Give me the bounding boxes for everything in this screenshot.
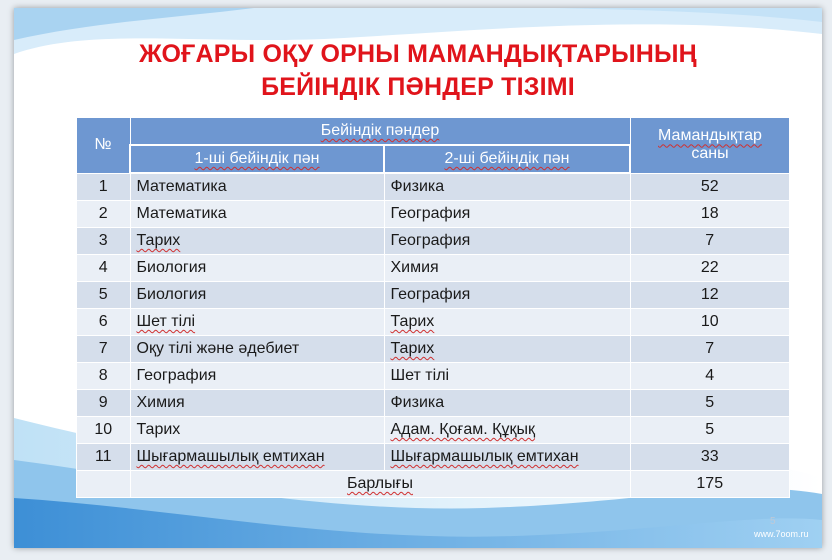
row-subject-1-text: Шет тілі (136, 313, 196, 330)
row-subject-2: Физика (384, 390, 630, 417)
row-subject-2 (384, 309, 630, 336)
row-subject-1: Биология (130, 255, 384, 282)
header-row-1 (77, 118, 790, 146)
slide-title (14, 38, 822, 104)
row-count: 5 (630, 417, 790, 444)
subjects-table (76, 117, 790, 498)
slide (14, 8, 822, 548)
row-subject-2: География (384, 201, 630, 228)
row-subject-1 (130, 309, 384, 336)
total-label: Барлығы (347, 475, 413, 492)
row-count: 52 (630, 173, 790, 201)
row-num: 7 (77, 336, 131, 363)
row-subject-1: Тарих (130, 417, 384, 444)
table-row (77, 390, 790, 417)
row-subject-2 (384, 336, 630, 363)
table-row (77, 228, 790, 255)
row-count: 4 (630, 363, 790, 390)
header-subject-2 (384, 145, 630, 173)
table-row (77, 201, 790, 228)
table-row (77, 282, 790, 309)
row-subject-2-text: Шығармашылық емтихан (390, 448, 579, 465)
table-row (77, 255, 790, 282)
table-row (77, 363, 790, 390)
row-num: 11 (77, 444, 131, 471)
row-subject-1: Оқу тілі және әдебиет (130, 336, 384, 363)
row-count: 18 (630, 201, 790, 228)
row-subject-1 (130, 228, 384, 255)
row-subject-1-text: Шығармашылық емтихан (136, 448, 325, 465)
row-count: 10 (630, 309, 790, 336)
header-subject-1 (130, 145, 384, 173)
total-label-cell (130, 471, 630, 498)
row-count: 7 (630, 228, 790, 255)
header-subjects-label: Бейіндік пәндер (320, 122, 440, 139)
row-num: 9 (77, 390, 131, 417)
table-row (77, 173, 790, 201)
header-count (630, 118, 790, 174)
total-row (77, 471, 790, 498)
table-row (77, 444, 790, 471)
row-subject-1: Химия (130, 390, 384, 417)
title-line-2: БЕЙІНДІК ПӘНДЕР ТІЗІМІ (261, 73, 575, 101)
page-number: 5 (770, 516, 776, 527)
row-num: 8 (77, 363, 131, 390)
row-subject-1-text: Тарих (136, 232, 181, 249)
row-count: 7 (630, 336, 790, 363)
title-line-1: ЖОҒАРЫ ОҚУ ОРНЫ МАМАНДЫҚТАРЫНЫҢ (139, 40, 697, 68)
header-subjects (130, 118, 630, 146)
row-subject-1 (130, 444, 384, 471)
table-row (77, 336, 790, 363)
row-subject-2: География (384, 282, 630, 309)
row-count: 22 (630, 255, 790, 282)
row-num: 10 (77, 417, 131, 444)
row-subject-2-text: Тарих (390, 340, 435, 357)
row-num: 3 (77, 228, 131, 255)
header-subject-2-label: 2-ші бейіндік пән (444, 150, 570, 167)
row-num: 5 (77, 282, 131, 309)
row-subject-2-text: Адам. Қоғам. Құқық (390, 421, 535, 438)
row-subject-1: Математика (130, 201, 384, 228)
header-subject-1-label: 1-ші бейіндік пән (194, 150, 320, 167)
row-subject-2: Шет тілі (384, 363, 630, 390)
total-value: 175 (630, 471, 790, 498)
row-subject-2-text: Тарих (390, 313, 435, 330)
header-count-line-2: саны (691, 145, 729, 163)
row-subject-1: Биология (130, 282, 384, 309)
table-row (77, 417, 790, 444)
row-subject-1: Математика (130, 173, 384, 201)
row-subject-2: Химия (384, 255, 630, 282)
row-num: 6 (77, 309, 131, 336)
row-num: 2 (77, 201, 131, 228)
row-count: 33 (630, 444, 790, 471)
row-subject-2: Физика (384, 173, 630, 201)
total-empty-cell (77, 471, 131, 498)
row-subject-2 (384, 444, 630, 471)
row-count: 5 (630, 390, 790, 417)
row-subject-1: География (130, 363, 384, 390)
row-num: 4 (77, 255, 131, 282)
header-count-line-1: Мамандықтар (658, 127, 762, 145)
header-num: № (77, 118, 131, 174)
row-subject-2: География (384, 228, 630, 255)
row-num: 1 (77, 173, 131, 201)
watermark: www.7oom.ru (754, 529, 809, 539)
row-count: 12 (630, 282, 790, 309)
table-row (77, 309, 790, 336)
row-subject-2 (384, 417, 630, 444)
